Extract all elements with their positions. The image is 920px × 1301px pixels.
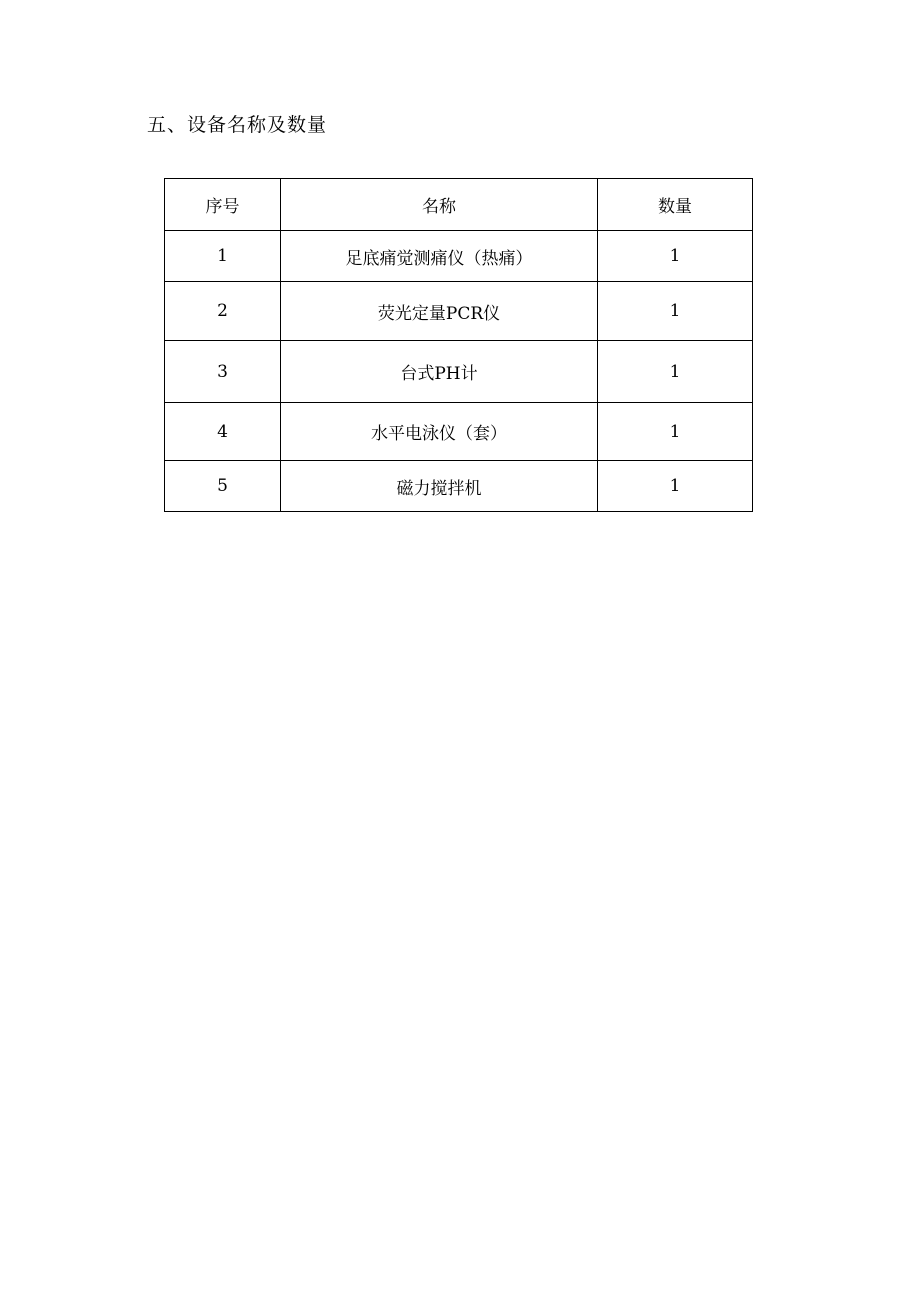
table-row <box>165 231 753 282</box>
cell-name: 足底痛觉测痛仪（热痛） <box>281 231 598 282</box>
table-row <box>165 282 753 341</box>
cell-name: 磁力搅拌机 <box>281 461 598 512</box>
equipment-table <box>164 178 753 512</box>
table-row <box>165 461 753 512</box>
header-number: 序号 <box>165 179 281 231</box>
header-name: 名称 <box>281 179 598 231</box>
section-title: 五、设备名称及数量 <box>147 114 328 136</box>
table-header-row <box>165 179 753 231</box>
cell-quantity: 1 <box>598 231 753 282</box>
cell-number: 1 <box>165 231 281 282</box>
cell-quantity: 1 <box>598 341 753 403</box>
cell-number: 2 <box>165 282 281 341</box>
cell-name: 台式PH计 <box>281 341 598 403</box>
cell-quantity: 1 <box>598 461 753 512</box>
cell-number: 4 <box>165 403 281 461</box>
table-row <box>165 341 753 403</box>
table-row <box>165 403 753 461</box>
cell-quantity: 1 <box>598 282 753 341</box>
header-quantity: 数量 <box>598 179 753 231</box>
cell-name: 荧光定量PCR仪 <box>281 282 598 341</box>
cell-quantity: 1 <box>598 403 753 461</box>
cell-number: 3 <box>165 341 281 403</box>
cell-name: 水平电泳仪（套） <box>281 403 598 461</box>
cell-number: 5 <box>165 461 281 512</box>
